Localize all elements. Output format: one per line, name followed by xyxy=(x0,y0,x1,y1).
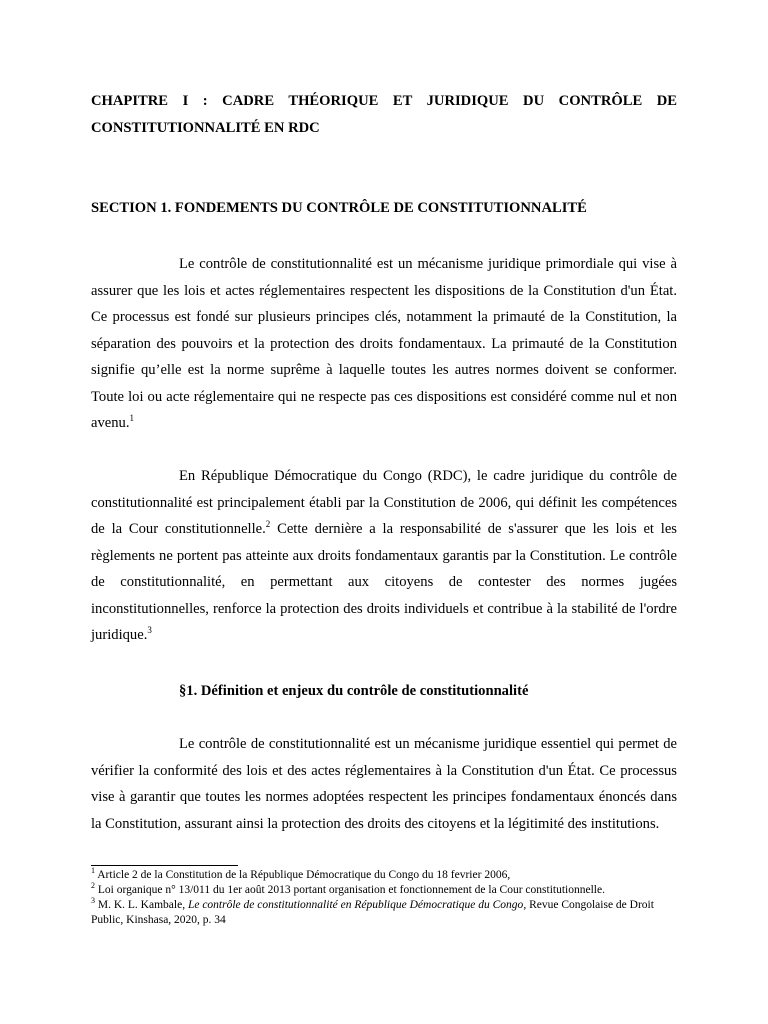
footnote-3-text-after: , Revue Congolaise de Droit Public, Kinshasa, 2020, p. 34 xyxy=(91,899,654,926)
paragraph-1 xyxy=(91,251,677,437)
paragraph-2 xyxy=(91,463,677,649)
document-page xyxy=(91,88,677,832)
footnote-ref-3[interactable]: 3 xyxy=(147,625,152,636)
paragraph-3: Le contrôle de constitutionnalité est un mécanisme juridique essentiel qui permet de vérifier la conformité des lois et des actes réglementaires à la Constitution d'un État. Ce processus vise à garantir que toutes les normes adoptées respectent les principes fondamentaux énoncés dans la Constitution, assurant ainsi la protection des droits des citoyens et la légitimité des institutions. xyxy=(91,736,677,832)
footnote-1 xyxy=(91,868,681,883)
footnote-3-title: Le contrôle de constitutionnalité en République Démocratique du Congo xyxy=(187,899,524,911)
chapter-title: CHAPITRE I : CADRE THÉORIQUE ET JURIDIQUE DU CONTRÔLE DE CONSTITUTIONNALITÉ EN RDC xyxy=(91,93,677,136)
footnote-3-number: 3 xyxy=(91,896,95,906)
footnote-3 xyxy=(91,898,681,928)
paragraph-2-text-b: Cette dernière a la responsabilité de s'assurer que les lois et les règlements ne portent pas atteinte aux droits fondamentaux garantis par la Constitution. Le contrôle de constitutionnalité, en permettant aux citoyens de contester des normes jugées inconstitutionnelles, renforce la protection des droits individuels et contribue à la stabilité de l'ordre juridique. xyxy=(91,521,677,643)
footnote-1-text: Article 2 de la Constitution de la République Démocratique du Congo du 18 fevrier 2006, xyxy=(95,869,511,881)
paragraph-1-text: Le contrôle de constitutionnalité est un mécanisme juridique primordiale qui vise à assurer que les lois et actes réglementaires respectent les dispositions de la Constitution d'un État. Ce processus est fondé sur plusieurs principes clés, notamment la primauté de la Constitution, la séparation des pouvoirs et la protection des droits fondamentaux. La primauté de la Constitution signifie qu’elle est la norme suprême à laquelle toutes les autres normes doivent se conformer. Toute loi ou acte réglementaire qui ne respecte pas ces dispositions est considéré comme nul et non avenu. xyxy=(91,256,677,431)
paragraph-2-text-a: En République Démocratique du Congo (RDC), le cadre juridique du contrôle de constitutionnalité est principalement établi par la Constitution de 2006, qui définit les compétences de la Cour constitutionnelle. xyxy=(91,468,677,537)
footnote-2-number: 2 xyxy=(91,881,95,891)
footnote-ref-1[interactable]: 1 xyxy=(129,413,134,424)
footnote-2 xyxy=(91,883,681,898)
footnote-1-number: 1 xyxy=(91,866,95,876)
footnotes xyxy=(91,868,681,928)
footnote-separator xyxy=(91,865,238,866)
subsection-title: §1. Définition et enjeux du contrôle de constitutionnalité xyxy=(179,683,529,699)
footnote-ref-2[interactable]: 2 xyxy=(265,519,271,530)
footnote-2-text: Loi organique n° 13/011 du 1er août 2013 portant organisation et fonctionnement de la Cour constitutionnelle. xyxy=(95,884,605,896)
section-title: SECTION 1. FONDEMENTS DU CONTRÔLE DE CONSTITUTIONNALITÉ xyxy=(91,200,587,216)
footnote-3-text-before: M. K. L. Kambale, xyxy=(95,899,188,911)
